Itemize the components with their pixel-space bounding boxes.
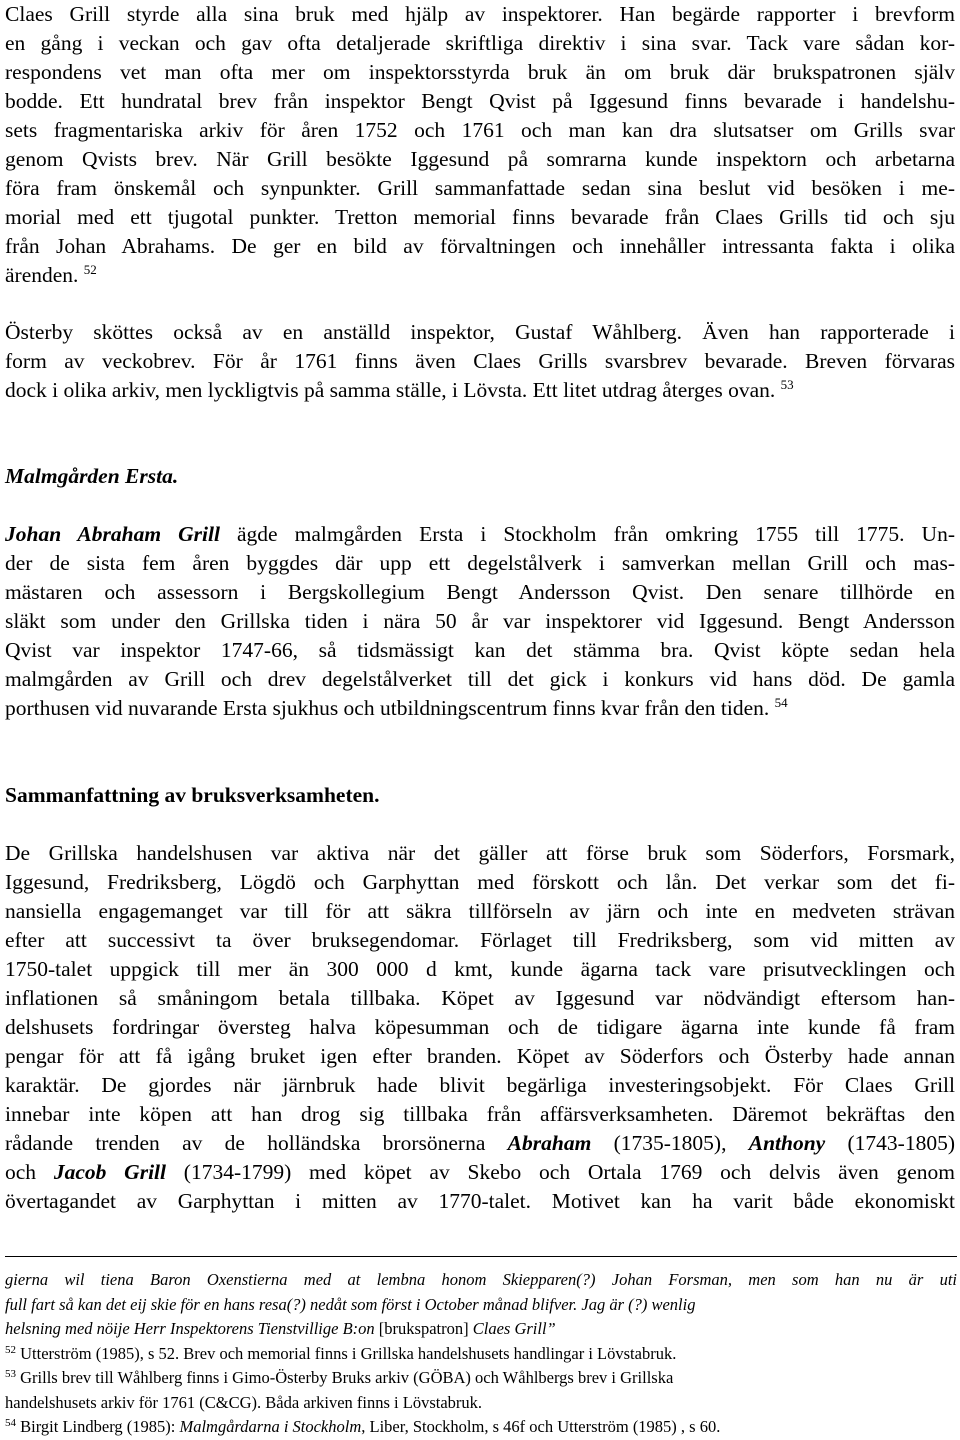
text-fragment: (1734-1799) med köpet av Skebo och Ortala 1769 och delvis även genom xyxy=(166,1160,956,1184)
text-fragment: Claes Grill” xyxy=(468,1319,556,1338)
text-line: efter att successivt ta över bruksegendomar. Förlaget till Fredriksberg, som vid mitten av xyxy=(5,928,955,952)
paragraph-ersta xyxy=(5,520,955,723)
footnote-54 xyxy=(5,1415,957,1440)
footnote-53 xyxy=(5,1366,957,1391)
text-line: mästaren och assessorn i Bergskollegium Bengt Andersson Qvist. Den senare tillhörde en xyxy=(5,580,955,604)
text-line xyxy=(5,1158,955,1187)
person-name: Abraham xyxy=(507,1131,592,1155)
text-fragment: ägde malmgården Ersta i Stockholm från omkring 1755 till 1775. Un- xyxy=(219,522,955,546)
footnotes xyxy=(5,1268,957,1440)
footnote-continuation-line: gierna wil tiena Baron Oxenstierna med at lembna honom Skiepparen(?) Johan Forsman, men som han nu är uti xyxy=(5,1270,957,1289)
person-name: Jacob Grill xyxy=(53,1160,166,1184)
text-fragment: porthusen vid nuvarande Ersta sjukhus och utbildningscentrum finns kvar från den tiden. xyxy=(5,696,770,720)
text-line: innebar inte köpen att han drog sig tillbaka från affärsverksamheten. Däremot bekräftas den xyxy=(5,1102,955,1126)
section-heading-ersta: Malmgården Ersta. xyxy=(5,464,179,488)
text-line: föra fram önskemål och synpunkter. Grill sammanfattade sedan sina beslut vid besöken i me- xyxy=(5,176,955,200)
text-fragment: (1743-1805) xyxy=(825,1131,955,1155)
footnote-52 xyxy=(5,1342,957,1367)
text-line: nansiella engagemanget var till för att säkra tillförseln av järn och inte en medveten strävan xyxy=(5,899,955,923)
text-line: en gång i veckan och gav ofta detaljerade skriftliga direktiv i sina svar. Tack vare sådan kor- xyxy=(5,31,955,55)
text-line-last xyxy=(5,694,955,723)
footnote-continuation-line: full fart så kan det eij skie för en hans resa(?) nedåt som först i October månad blifver. Jag är (?) wenlig xyxy=(5,1294,696,1314)
text-line: Claes Grill styrde alla sina bruk med hjälp av inspektorer. Han begärde rapporter i brevform xyxy=(5,2,955,26)
text-line: delshusets fordringar översteg halva köpesumman och de tidigare ägarna inte kunde få fram xyxy=(5,1015,955,1039)
footnote-number: 52 xyxy=(5,1343,16,1356)
text-line: malmgården av Grill och drev degelstålverket till det gick i konkurs vid hans död. De gamla xyxy=(5,667,955,691)
text-line: övertagandet av Garphyttan i mitten av 1770-talet. Motivet kan ha varit både ekonomiskt xyxy=(5,1189,955,1213)
text-line-last xyxy=(5,261,955,290)
text-line: inflationen så småningom betala tillbaka. Köpet av Iggesund var nödvändigt eftersom han- xyxy=(5,986,955,1010)
paragraph-osterby xyxy=(5,318,955,405)
footnote-text: , Liber, Stockholm, s 46f och Utterström (1985) , s 60. xyxy=(361,1417,721,1436)
footnote-ref-52: 52 xyxy=(83,262,97,277)
text-line: respondens vet man ofta mer om inspektorsstyrda bruk än om bruk där brukspatronen själv xyxy=(5,60,955,84)
book-title: Malmgårdarna i Stockholm xyxy=(179,1417,362,1436)
footnote-text: Birgit Lindberg (1985): xyxy=(16,1417,180,1436)
text-line: Österby sköttes också av en anställd inspektor, Gustaf Wåhlberg. Även han rapporterade i xyxy=(5,320,955,344)
footnote-number: 54 xyxy=(5,1417,16,1429)
text-line: 1750-talet uppgick till mer än 300 000 d kmt, kunde ägarna tack vare prisutvecklingen och xyxy=(5,957,955,981)
text-line: från Johan Abrahams. De ger en bild av förvaltningen och innehåller intressanta fakta i olika xyxy=(5,234,955,258)
text-line-last xyxy=(5,376,955,405)
footnote-ref-53: 53 xyxy=(780,377,794,392)
text-fragment: ärenden. xyxy=(5,263,79,287)
text-line xyxy=(5,1129,955,1158)
text-fragment: rådande trenden av de holländska brorsönerna xyxy=(5,1131,508,1155)
text-line: form av veckobrev. För år 1761 finns även Claes Grills svarsbrev bevarade. Breven förvaras xyxy=(5,349,955,373)
text-fragment: [brukspatron] xyxy=(378,1319,469,1338)
footnote-number: 53 xyxy=(5,1368,16,1380)
text-fragment: (1735-1805), xyxy=(591,1131,749,1155)
footnote-text: Utterström (1985), s 52. Brev och memorial finns i Grillska handelshusets handlingar i Lövstabruk. xyxy=(16,1343,677,1363)
text-line: der de sista fem åren byggdes där upp ett degelstålverk i samverkan mellan Grill och mas- xyxy=(5,551,955,575)
paragraph-inspectors xyxy=(5,0,955,290)
footnote-ref-54: 54 xyxy=(774,695,788,710)
text-line xyxy=(5,520,955,549)
person-name: Johan Abraham Grill xyxy=(5,522,220,546)
text-line: släkt som under den Grillska tiden i nära 50 år var inspektorer vid Iggesund. Bengt Andersson xyxy=(5,609,955,633)
text-line: bodde. Ett hundratal brev från inspektor Bengt Qvist på Iggesund finns bevarade i handelshu- xyxy=(5,89,955,113)
text-fragment: helsning med nöije Herr Inspektorens Tienstvillige B:on xyxy=(5,1319,379,1338)
text-line: De Grillska handelshusen var aktiva när det gäller att förse bruk som Söderfors, Forsmark, xyxy=(5,841,955,865)
footnote-53-cont: handelshusets arkiv för 1761 (C&CG). Båda arkiven finns i Lövstabruk. xyxy=(5,1392,483,1412)
footnote-continuation-line xyxy=(5,1317,957,1342)
text-fragment: och xyxy=(5,1160,54,1184)
text-fragment: dock i olika arkiv, men lyckligtvis på samma ställe, i Lövsta. Ett litet utdrag återges ovan. xyxy=(5,378,776,402)
footnote-separator xyxy=(5,1256,957,1257)
paragraph-summary xyxy=(5,839,955,1216)
text-line: karaktär. De gjordes när järnbruk hade blivit begärliga investeringsobjekt. För Claes Grill xyxy=(5,1073,955,1097)
text-line: genom Qvists brev. När Grill besökte Iggesund på somrarna kunde inspektorn och arbetarna xyxy=(5,147,955,171)
section-heading-summary: Sammanfattning av bruksverksamheten. xyxy=(5,783,380,807)
person-name: Anthony xyxy=(748,1131,826,1155)
text-line: pengar för att få igång bruket igen efter branden. Köpet av Söderfors och Österby hade annan xyxy=(5,1044,955,1068)
footnote-text: Grills brev till Wåhlberg finns i Gimo-Österby Bruks arkiv (GÖBA) och Wåhlbergs brev i Grillska xyxy=(16,1368,674,1387)
text-line: morial med ett tjugotal punkter. Tretton memorial finns bevarade från Claes Grills tid och sju xyxy=(5,205,955,229)
text-line: Iggesund, Fredriksberg, Lögdö och Garphyttan med förskott och lån. Det verkar som det fi- xyxy=(5,870,955,894)
text-line: sets fragmentariska arkiv för åren 1752 och 1761 och man kan dra slutsatser om Grills svar xyxy=(5,118,955,142)
text-line: Qvist var inspektor 1747-66, så tidsmässigt kan det stämma bra. Qvist köpte sedan hela xyxy=(5,638,955,662)
